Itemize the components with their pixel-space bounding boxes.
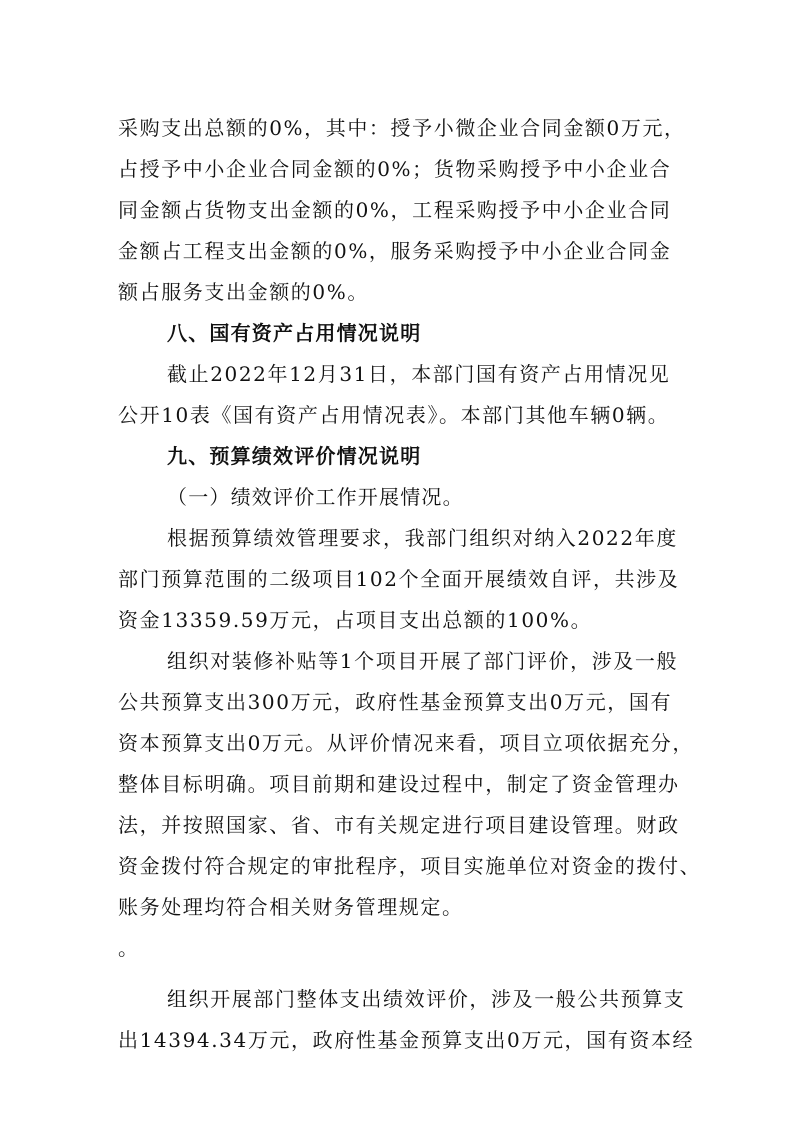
subsection-heading: （一）绩效评价工作开展情况。 — [167, 485, 464, 509]
paragraph-line: 根据预算绩效管理要求，我部门组织对纳入2022年度 — [167, 526, 678, 550]
paragraph-line: 占授予中小企业合同金额的0%；货物采购授予中小企业合 — [118, 157, 672, 181]
paragraph-line: 资金13359.59万元，占项目支出总额的100%。 — [118, 608, 593, 632]
paragraph-line: 组织开展部门整体支出绩效评价，涉及一般公共预算支 — [167, 987, 686, 1011]
paragraph-line: 额占服务支出金额的0%。 — [118, 280, 369, 304]
paragraph-line: 公共预算支出300万元，政府性基金预算支出0万元，国有 — [118, 690, 673, 714]
section-heading: 八、国有资产占用情况说明 — [167, 321, 422, 345]
paragraph-line: 出14394.34万元，政府性基金预算支出0万元，国有资本经 — [118, 1028, 695, 1052]
section-heading: 九、预算绩效评价情况说明 — [167, 444, 422, 468]
paragraph-line: 截止2022年12月31日，本部门国有资产占用情况见 — [167, 362, 671, 386]
paragraph-line: 资本预算支出0万元。从评价情况来看，项目立项依据充分， — [118, 731, 694, 755]
paragraph-line: 采购支出总额的0%，其中：授予小微企业合同金额0万元， — [118, 116, 686, 140]
paragraph-line: 同金额占货物支出金额的0%，工程采购授予中小企业合同 — [118, 198, 672, 222]
paragraph-line: 法，并按照国家、省、市有关规定进行项目建设管理。财政 — [118, 813, 680, 837]
stray-period: 。 — [118, 936, 140, 960]
paragraph-line: 资金拨付符合规定的审批程序，项目实施单位对资金的拨付、 — [118, 854, 702, 878]
paragraph-line: 组织对装修补贴等1个项目开展了部门评价，涉及一般 — [167, 649, 679, 673]
paragraph-line: 账务处理均符合相关财务管理规定。 — [118, 895, 464, 919]
paragraph-line: 部门预算范围的二级项目102个全面开展绩效自评，共涉及 — [118, 567, 680, 591]
paragraph-line: 整体目标明确。项目前期和建设过程中，制定了资金管理办 — [118, 772, 680, 796]
paragraph-line: 公开10表《国有资产占用情况表》。本部门其他车辆0辆。 — [118, 403, 670, 427]
paragraph-line: 金额占工程支出金额的0%，服务采购授予中小企业合同金 — [118, 239, 672, 263]
